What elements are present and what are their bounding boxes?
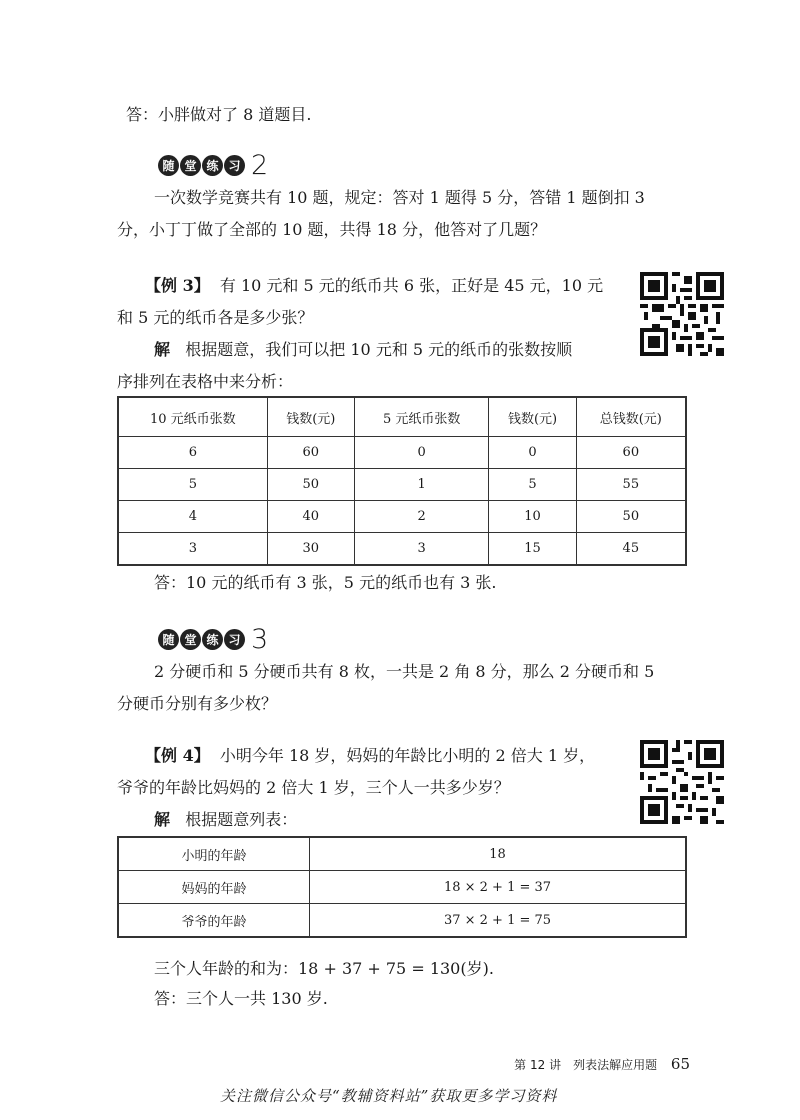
example3-sol-line1: 根据题意，我们可以把 10 元和 5 元的纸币的张数按顺 — [185, 340, 573, 359]
example4-line1: 小明今年 18 岁，妈妈的年龄比小明的 2 倍大 1 岁， — [219, 746, 596, 765]
table-row — [118, 437, 686, 469]
table-cell: 5 — [118, 469, 267, 501]
page-footer — [514, 1055, 690, 1073]
badge-char: 练 — [202, 629, 223, 650]
table-cell: 40 — [267, 501, 354, 533]
example3-table — [117, 396, 687, 566]
table-cell: 18 — [310, 837, 687, 871]
sum-line: 三个人年龄的和为：18 + 37 + 75 = 130(岁). — [154, 959, 494, 978]
example4-text — [117, 740, 637, 836]
table-cell: 50 — [576, 501, 686, 533]
qr-code-icon[interactable] — [640, 272, 724, 356]
table-header: 10 元纸币张数 — [118, 397, 267, 437]
table-cell: 55 — [576, 469, 686, 501]
practice3-line2: 分硬币分别有多少枚？ — [117, 694, 278, 713]
practice2-line2: 分，小丁丁做了全部的 10 题，共得 18 分，他答对了几题？ — [117, 220, 547, 239]
watermark-text: 关注微信公众号“教辅资料站”获取更多学习资料 — [220, 1087, 558, 1105]
badge-char: 堂 — [180, 155, 201, 176]
chapter-title: 第 12 讲 列表法解应用题 — [514, 1058, 658, 1072]
table-cell: 3 — [354, 533, 488, 566]
table-cell: 5 — [489, 469, 576, 501]
example3-line1: 有 10 元和 5 元的纸币共 6 张，正好是 45 元，10 元 — [219, 276, 604, 295]
table-row — [118, 469, 686, 501]
example4-table — [117, 836, 687, 938]
table-cell: 30 — [267, 533, 354, 566]
practice-number: 2 — [251, 150, 269, 181]
solution-label: 解 — [154, 810, 171, 829]
table-row — [118, 533, 686, 566]
table-cell: 1 — [354, 469, 488, 501]
table-cell: 60 — [267, 437, 354, 469]
table-header-row — [118, 397, 686, 437]
table-row — [118, 501, 686, 533]
practice-badge-2 — [158, 152, 268, 179]
table-row — [118, 837, 686, 871]
table-cell: 爷爷的年龄 — [118, 904, 310, 938]
solution-label: 解 — [154, 340, 171, 359]
table-cell: 妈妈的年龄 — [118, 871, 310, 904]
practice-number: 3 — [251, 624, 269, 655]
badge-char: 练 — [202, 155, 223, 176]
table-row — [118, 871, 686, 904]
practice3-line1: 2 分硬币和 5 分硬币共有 8 枚，一共是 2 角 8 分，那么 2 分硬币和 5 — [154, 662, 655, 681]
table-row — [118, 904, 686, 938]
badge-char: 堂 — [180, 629, 201, 650]
table-header: 钱数(元) — [489, 397, 576, 437]
example3-text — [117, 270, 637, 398]
table-cell: 6 — [118, 437, 267, 469]
table-cell: 3 — [118, 533, 267, 566]
qr-code-icon[interactable] — [640, 740, 724, 824]
table-header: 5 元纸币张数 — [354, 397, 488, 437]
example4-label: 【例 4】 — [145, 746, 210, 765]
practice2-line1: 一次数学竞赛共有 10 题，规定：答对 1 题得 5 分，答错 1 题倒扣 3 — [154, 188, 645, 207]
example3-label: 【例 3】 — [145, 276, 210, 295]
table-header: 钱数(元) — [267, 397, 354, 437]
table-cell: 18 × 2 + 1 = 37 — [310, 871, 687, 904]
table-cell: 4 — [118, 501, 267, 533]
example3-sol-line2: 序排列在表格中来分析： — [117, 372, 294, 391]
answer-example2: 答：小胖做对了 8 道题目. — [126, 105, 312, 124]
badge-char: 习 — [224, 629, 245, 650]
practice2-text — [117, 182, 687, 246]
table-cell: 0 — [489, 437, 576, 469]
table-cell: 小明的年龄 — [118, 837, 310, 871]
answer-example4: 答：三个人一共 130 岁. — [154, 989, 328, 1008]
badge-char: 习 — [224, 155, 245, 176]
table-cell: 0 — [354, 437, 488, 469]
table-header: 总钱数(元) — [576, 397, 686, 437]
table-cell: 2 — [354, 501, 488, 533]
answer-example3: 答：10 元的纸币有 3 张，5 元的纸币也有 3 张. — [154, 573, 497, 592]
table-cell: 45 — [576, 533, 686, 566]
badge-char: 随 — [158, 155, 179, 176]
table-cell: 60 — [576, 437, 686, 469]
example4-sol-line1: 根据题意列表： — [185, 810, 298, 829]
table-cell: 15 — [489, 533, 576, 566]
practice3-text — [117, 656, 687, 720]
table-cell: 50 — [267, 469, 354, 501]
table-cell: 37 × 2 + 1 = 75 — [310, 904, 687, 938]
example4-line2: 爷爷的年龄比妈妈的 2 倍大 1 岁，三个人一共多少岁？ — [117, 778, 510, 797]
practice-badge-3 — [158, 626, 268, 653]
example3-line2: 和 5 元的纸币各是多少张？ — [117, 308, 314, 327]
table-cell: 10 — [489, 501, 576, 533]
badge-char: 随 — [158, 629, 179, 650]
page-number: 65 — [670, 1055, 690, 1073]
